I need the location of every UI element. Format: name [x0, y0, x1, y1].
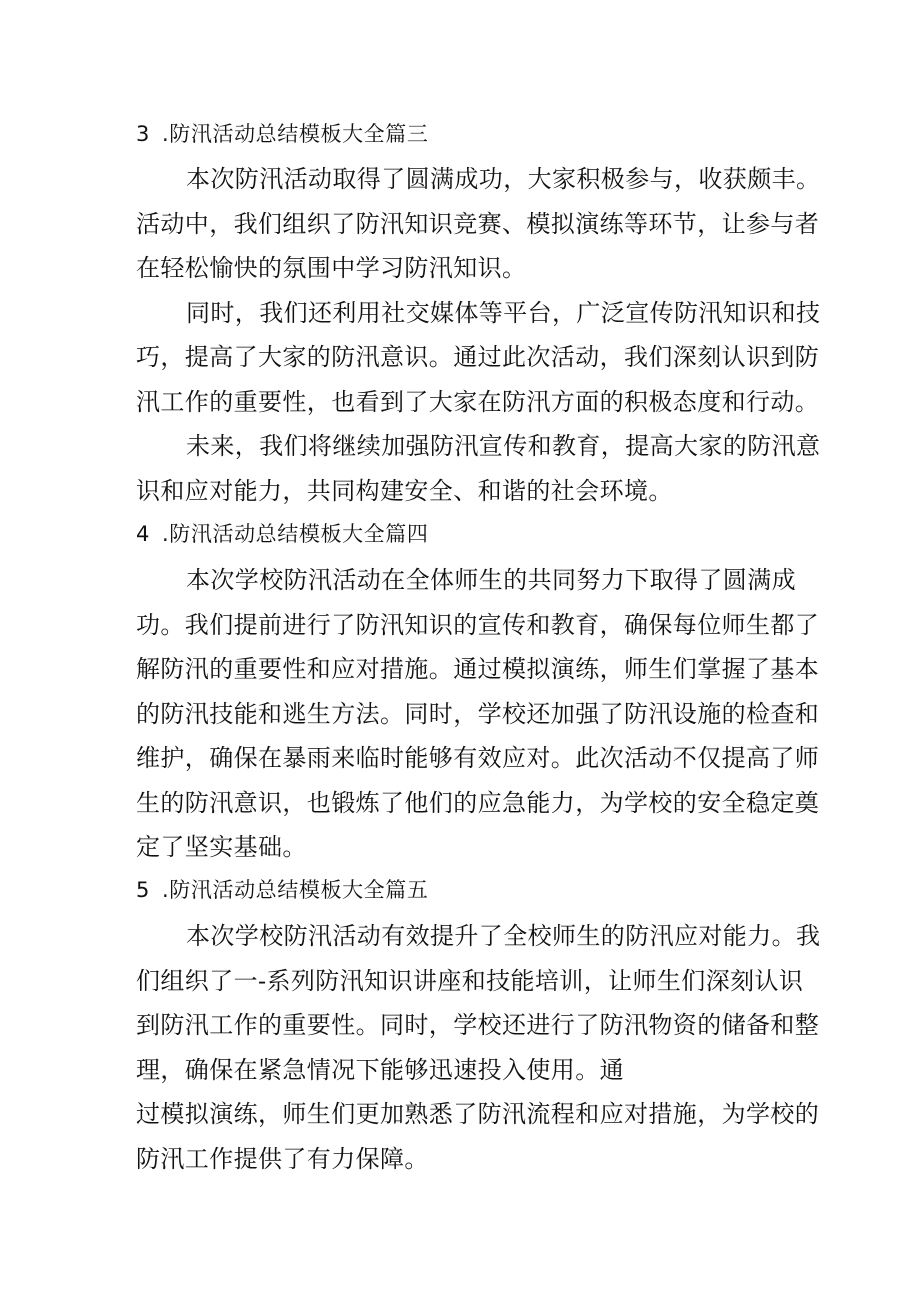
section-heading: [136, 872, 786, 908]
paragraph-line: 维护，确保在暴雨来临时能够有效应对。此次活动不仅提高了师: [136, 744, 820, 772]
paragraph-line: 在轻松愉快的氛围中学习防汛知识。: [136, 254, 527, 282]
paragraph-line: 过模拟演练，师生们更加熟悉了防汛流程和应对措施，为学校的: [136, 1100, 820, 1128]
paragraph-line: 识和应对能力，共同构建安全、和谐的社会环境。: [136, 477, 673, 505]
paragraph-line: 的防汛技能和逃生方法。同时，学校还加强了防汛设施的检查和: [136, 700, 820, 728]
paragraph-line: 本次学校防汛活动在全体师生的共同努力下取得了圆满成: [186, 566, 796, 594]
paragraph-line: 未来，我们将继续加强防汛宣传和教育，提高大家的防汛意: [186, 432, 821, 460]
section-heading: [136, 516, 786, 552]
paragraph-line: 解防汛的重要性和应对措施。通过模拟演练，师生们掌握了基本: [136, 655, 820, 683]
paragraph-line: 定了坚实基础。: [136, 833, 307, 861]
paragraph-line: 到防汛工作的重要性。同时，学校还进行了防汛物资的储备和整: [136, 1011, 820, 1039]
paragraph-line: 防汛工作提供了有力保障。: [136, 1145, 429, 1173]
section-title: .防汛活动总结模板大全篇四: [162, 522, 429, 546]
paragraph-line: 们组织了一-系列防汛知识讲座和技能培训，让师生们深刻认识: [136, 967, 804, 995]
section-number: 3: [136, 122, 150, 146]
section-title: .防汛活动总结模板大全篇三: [162, 122, 429, 146]
paragraph-line: 本次学校防汛活动有效提升了全校师生的防汛应对能力。我: [186, 922, 821, 950]
section-number: 4: [136, 522, 150, 546]
section-number: 5: [136, 878, 150, 902]
paragraph-line: 生的防汛意识，也锻炼了他们的应急能力，为学校的安全稳定奠: [136, 789, 820, 817]
section-title: .防汛活动总结模板大全篇五: [162, 878, 429, 902]
paragraph-line: 同时，我们还利用社交媒体等平台，广泛宣传防汛知识和技: [186, 299, 821, 327]
section-heading: [136, 116, 786, 152]
paragraph-line: 活动中，我们组织了防汛知识竞赛、模拟演练等环节，让参与者: [136, 210, 820, 238]
paragraph-line: 理，确保在紧急情况下能够迅速投入使用。通: [136, 1056, 624, 1084]
paragraph-line: 汛工作的重要性，也看到了大家在防汛方面的积极态度和行动。: [136, 388, 820, 416]
paragraph-line: 本次防汛活动取得了圆满成功，大家积极参与，收获颇丰。: [186, 165, 821, 193]
paragraph-line: 巧，提高了大家的防汛意识。通过此次活动，我们深刻认识到防: [136, 343, 820, 371]
paragraph-line: 功。我们提前进行了防汛知识的宣传和教育，确保每位师生都了: [136, 611, 820, 639]
